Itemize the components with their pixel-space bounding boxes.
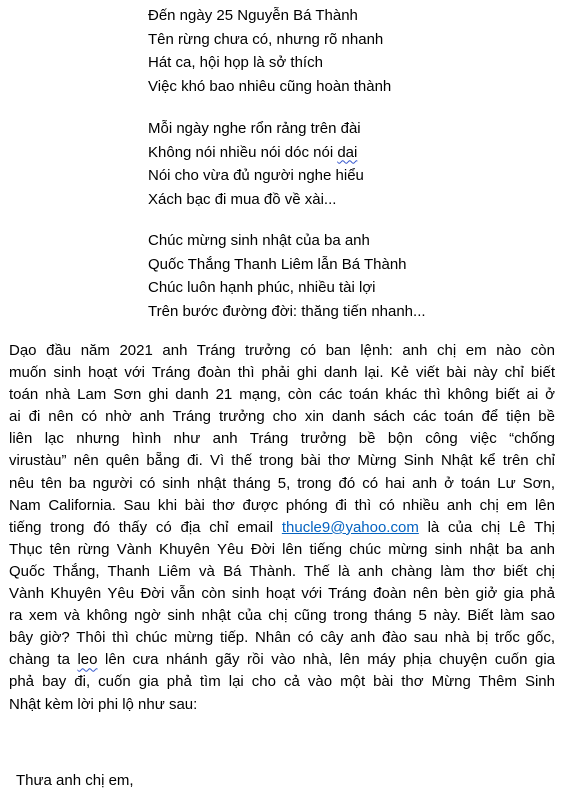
paragraph-line: toán nhà Lam Sơn ghi danh 21 mạng, còn các toán khác thì không biết ai ở: [9, 386, 555, 404]
paragraph-line: bây giờ? Thôi thì chúc mừng tiếp. Nhân có cây anh đào sau nhà bị trốc gốc,: [9, 629, 555, 647]
poem-line: Quốc Thắng Thanh Liêm lẫn Bá Thành: [148, 255, 407, 273]
poem-line: Tên rừng chưa có, nhưng rõ nhanh: [148, 30, 384, 48]
poem-line: Hát ca, hội họp là sở thích: [148, 54, 323, 71]
poem-stanza-2: [148, 117, 364, 211]
paragraph-line: Thục tên rừng Vành Khuyên Yêu Đời lên tiếng chúc mừng sinh nhật ba anh: [9, 540, 555, 558]
paragraph-text: chàng ta: [9, 651, 78, 669]
email-link[interactable]: thucle9@yahoo.com: [281, 518, 419, 536]
paragraph-line: virustàu” nên quên bẵng đi. Vì thế trong bài thơ Mừng Sinh Nhật kể trên chỉ: [9, 452, 555, 470]
poem-line: Xách bạc đi mua đồ về xài...: [148, 190, 337, 208]
body-paragraph: [9, 340, 555, 716]
poem-line: Việc khó bao nhiêu cũng hoàn thành: [148, 77, 392, 95]
paragraph-line: [9, 649, 555, 671]
poem-line: Đến ngày 25 Nguyễn Bá Thành: [148, 7, 358, 24]
poem-line: Trên bước đường đời: thăng tiến nhanh...: [148, 302, 426, 320]
paragraph-line: phả bay đi, cuốn gia phả tìm lại cho cả vào một bài thơ Mừng Thêm Sinh: [9, 673, 555, 691]
greeting-line: Thưa anh chị em,: [16, 772, 134, 789]
paragraph-line: liên lạc nhưng hình như anh Tráng trưởng bề bộn công việc “chống: [9, 430, 555, 448]
poem-line: Nói cho vừa đủ người nghe hiểu: [148, 167, 364, 184]
paragraph-text: lên cưa nhánh gãy rồi vào nhà, lên máy phịa chuyện cuốn gia: [97, 651, 555, 669]
poem-line: [148, 141, 364, 165]
paragraph-line: Nhật kèm lời phi lộ như sau:: [9, 695, 198, 713]
poem-stanza-3: [148, 229, 426, 323]
paragraph-line: ra xem và không ngờ sinh nhật của chị cũng trong tháng 5 này. Biết làm sao: [9, 607, 555, 625]
paragraph-line: Dạo đầu năm 2021 anh Tráng trưởng có ban lệnh: anh chị em nào còn: [9, 342, 555, 359]
poem-line: Chúc mừng sinh nhật của ba anh: [148, 232, 370, 249]
poem-line: Mỗi ngày nghe rổn rảng trên đài: [148, 120, 361, 137]
poem-stanza-1: [148, 4, 391, 98]
paragraph-line: muốn sinh hoạt với Tráng đoàn thì phải ghi danh lại. Kẻ viết bài này chỉ biết: [9, 364, 555, 382]
paragraph-line: Vành Khuyên Yêu Đời vẫn còn sinh hoạt với Tráng đoàn nên bèn giở gia phả: [9, 585, 555, 603]
paragraph-line: [9, 517, 555, 539]
paragraph-line: Quốc Thắng, Thanh Liêm và Bá Thành. Thế là anh chàng làm thơ biết chị: [9, 562, 555, 580]
paragraph-line: ai đi nên có nhờ anh Tráng trưởng cho xin danh sách các toán để tiện bề: [9, 408, 555, 426]
poem-line-text: Không nói nhiều nói dóc nói: [148, 143, 338, 161]
spellcheck-flagged-word[interactable]: dai: [337, 143, 358, 161]
paragraph-text: tiếng trong đó thấy có địa chỉ email: [9, 518, 282, 536]
paragraph-text: là của chị Lê Thị: [418, 518, 555, 536]
paragraph-line: Nam California. Sau khi bài thơ được phóng đi thì có nhiều anh chị em lên: [9, 496, 555, 514]
spellcheck-flagged-word[interactable]: leo: [77, 651, 98, 669]
paragraph-line: nêu tên ba người có sinh nhật tháng 5, trong đó có hai anh ở toán Lư Sơn,: [9, 474, 555, 492]
poem-line: Chúc luôn hạnh phúc, nhiều tài lợi: [148, 279, 376, 296]
